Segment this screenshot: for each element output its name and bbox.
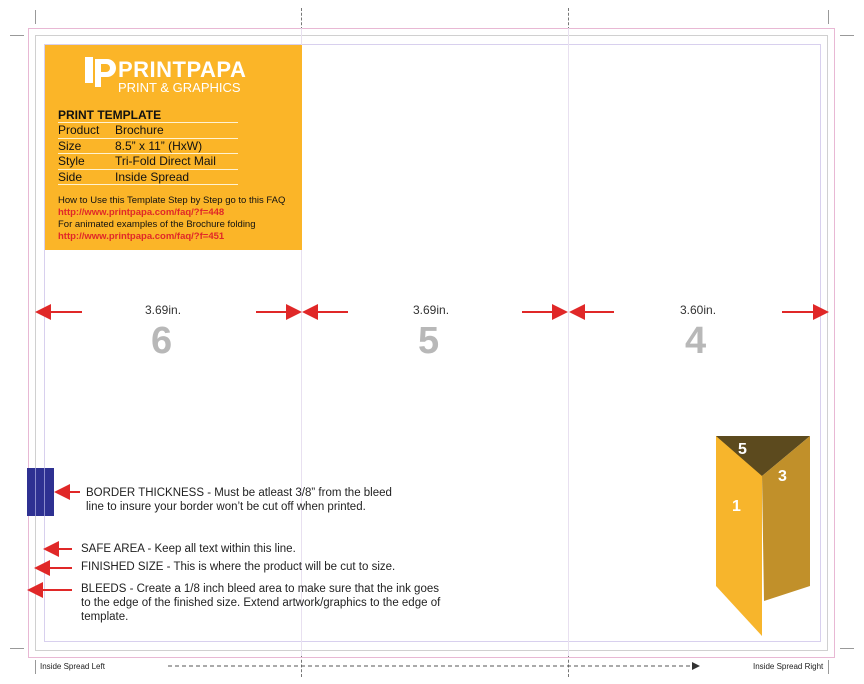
fold-diagram: [712, 436, 812, 636]
faq-text: How to Use this Template Step by Step go to this FAQ: [58, 195, 286, 206]
fold-mark: [568, 8, 569, 30]
fold-mark: [301, 8, 302, 30]
brand-name: PRINTPAPA: [118, 57, 247, 82]
panel-number: 6: [151, 320, 173, 362]
fold-label: 3: [778, 468, 787, 485]
border-thickness-note-2: line to insure your border won’t be cut off when printed.: [86, 501, 366, 513]
template-info-row: [58, 169, 238, 186]
crop-mark: [828, 10, 829, 24]
info-label: Size: [58, 138, 82, 153]
safe-area-note: SAFE AREA - Keep all text within this line.: [81, 543, 296, 555]
animation-link[interactable]: http://www.printpapa.com/faq/?f=451: [58, 231, 225, 242]
template-info-table: [58, 122, 238, 185]
bleeds-note-2: to the edge of the finished size. Extend artwork/graphics to the edge of: [81, 597, 441, 609]
bleeds-note: BLEEDS - Create a 1/8 inch bleed area to make sure that the ink goes: [81, 583, 439, 595]
bleeds-note-3: template.: [81, 611, 129, 623]
brand-panel: [45, 45, 302, 250]
panel-number: 4: [685, 320, 707, 362]
info-value: Brochure: [115, 123, 164, 137]
panel-width-label: 3.69in.: [145, 303, 182, 317]
crop-mark: [840, 648, 854, 649]
template-info-row: [58, 138, 238, 154]
crop-mark: [35, 10, 36, 24]
info-label: Product: [58, 123, 100, 137]
info-label: Style: [58, 154, 85, 168]
panel-number: 5: [418, 320, 440, 362]
logo-mark-icon: [81, 53, 117, 91]
crop-mark: [35, 660, 36, 674]
template-info-row: [58, 122, 238, 138]
animation-text: For animated examples of the Brochure folding: [58, 219, 256, 230]
faq-link[interactable]: http://www.printpapa.com/faq/?f=448: [58, 207, 225, 218]
crop-mark: [10, 648, 24, 649]
info-value: Inside Spread: [115, 169, 190, 184]
panel-width-label: 3.69in.: [413, 303, 450, 317]
info-label: Side: [58, 169, 83, 184]
info-value: Tri-Fold Direct Mail: [115, 154, 216, 168]
info-value: 8.5” x 11” (HxW): [115, 138, 203, 153]
legend-arrows: [0, 480, 90, 620]
border-thickness-note: BORDER THICKNESS - Must be atleast 3/8” from the bleed: [86, 487, 392, 499]
template-info-row: [58, 153, 238, 169]
fold-label: 5: [738, 441, 747, 458]
crop-mark: [840, 35, 854, 36]
crop-mark: [828, 660, 829, 674]
brand-tagline: PRINT & GRAPHICS: [118, 80, 241, 95]
fold-label: 1: [732, 498, 741, 515]
footer-right-label: Inside Spread Right: [753, 662, 824, 671]
finished-size-note: FINISHED SIZE - This is where the product will be cut to size.: [81, 561, 396, 573]
panel-width-label: 3.60in.: [680, 303, 717, 317]
printpapa-logo: [81, 53, 251, 95]
crop-mark: [10, 35, 24, 36]
panel-fold-line: [568, 28, 569, 656]
template-heading: PRINT TEMPLATE: [58, 108, 162, 122]
footer-left-label: Inside Spread Left: [40, 662, 105, 671]
footer-direction-arrow: [168, 661, 708, 671]
